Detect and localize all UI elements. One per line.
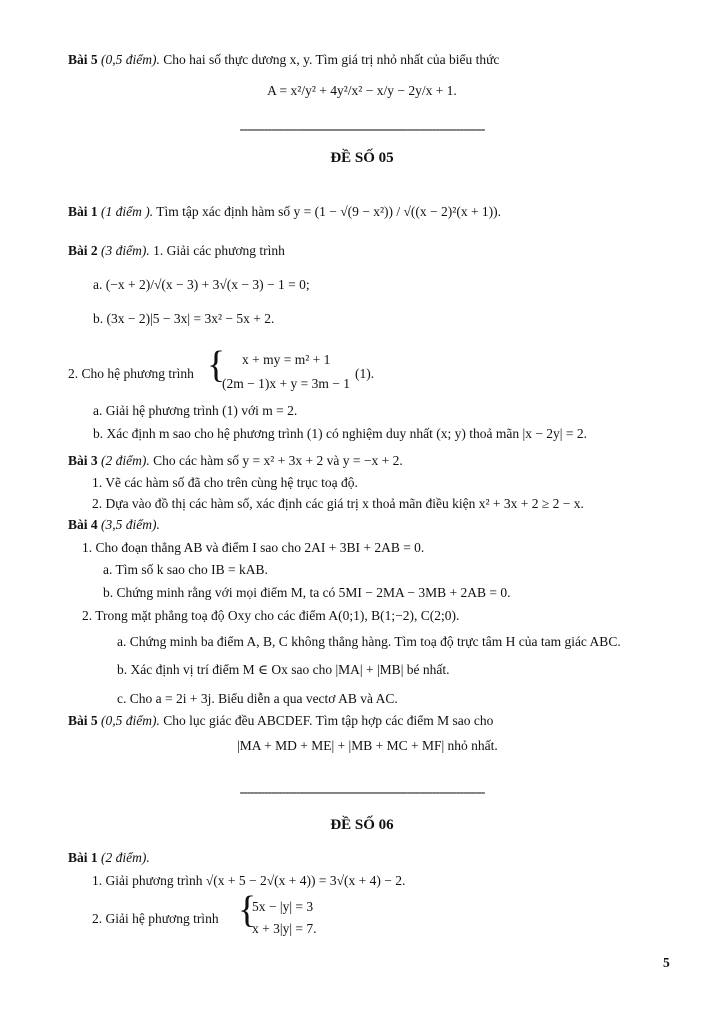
b61-system-brace: { [238,889,257,931]
exam-title-05: ĐỀ SỐ 05 [330,150,394,166]
b4-item-1a: a. Tìm số k sao cho IB = kAB. [103,562,268,577]
b2-head: Bài 2 [68,243,98,258]
b1-head: Bài 1 [68,204,98,219]
b1-line [68,205,501,219]
b5a-score: (0,5 điểm). [101,52,160,67]
b5b-head: Bài 5 [68,713,98,728]
exam-title-06: ĐỀ SỐ 06 [330,817,394,833]
b2-system-brace: { [207,344,226,386]
b5a-line [68,53,499,67]
b4-item-2c: c. Cho a = 2i + 3j. Biểu diễn a qua vectơ AB và AC. [117,691,398,706]
separator-1: ---------------------------------------------------------------------- [239,121,485,136]
b3-text: Cho các hàm số y = x² + 3x + 2 và y = −x + 2. [153,453,403,468]
b2-score: (3 điểm). [101,243,150,258]
page-number: 5 [663,955,670,970]
b4-item-2a: a. Chứng minh ba điểm A, B, C không thẳng hàng. Tìm toạ độ trực tâm H của tam giác ABC. [117,634,621,649]
b2-sub-a: a. Giải hệ phương trình (1) với m = 2. [93,403,298,418]
b5b-formula: |MA + MD + ME| + |MB + MC + MF| nhỏ nhất. [237,738,498,753]
b4-item-2: 2. Trong mặt phẳng toạ độ Oxy cho các điểm A(0;1), B(1;−2), C(2;0). [82,608,460,623]
b4-item-1b: b. Chứng minh rằng với mọi điểm M, ta có 5MI − 2MA − 3MB + 2AB = 0. [103,585,511,600]
b2-item-a: a. (−x + 2)/√(x − 3) + 3√(x − 3) − 1 = 0; [93,277,310,292]
b3-head: Bài 3 [68,453,98,468]
b3-item-2: 2. Dựa vào đồ thị các hàm số, xác định các giá trị x thoả mãn điều kiện x² + 3x + 2 ≥ 2 − x. [92,496,584,511]
b61-item-2: 2. Giải hệ phương trình [92,911,219,926]
b61-line [68,851,150,865]
separator-2: ---------------------------------------------------------------------- [239,784,485,799]
b3-line [68,454,403,468]
b2-system-label: 2. Cho hệ phương trình [68,366,194,381]
b5b-line [68,714,493,728]
b61-eq1: 5x − |y| = 3 [252,899,314,914]
b61-score: (2 điểm). [101,850,150,865]
b2-eq2: (2m − 1)x + y = 3m − 1 [222,376,350,391]
b4-score: (3,5 điểm). [101,517,160,532]
b3-score: (2 điểm). [101,453,150,468]
b3-item-1: 1. Vẽ các hàm số đã cho trên cùng hệ trục toạ độ. [92,475,358,490]
b2-text: 1. Giải các phương trình [153,243,285,258]
b5a-formula: A = x²/y² + 4y²/x² − x/y − 2y/x + 1. [267,83,457,98]
b2-eq1: x + my = m² + 1 [242,352,331,367]
b4-item-2b: b. Xác định vị trí điểm M ∈ Ox sao cho |MA| + |MB| bé nhất. [117,662,450,677]
b61-eq2: x + 3|y| = 7. [252,921,317,936]
b2-system-tag: (1). [355,366,375,381]
b1-score: (1 điểm ). [101,204,154,219]
b4-line [68,518,160,532]
b61-item-1: 1. Giải phương trình √(x + 5 − 2√(x + 4)) = 3√(x + 4) − 2. [92,873,406,888]
b2-sub-b: b. Xác định m sao cho hệ phương trình (1) có nghiệm duy nhất (x; y) thoả mãn |x − 2y| = 2. [93,426,587,441]
b5a-text: Cho hai số thực dương x, y. Tìm giá trị nhỏ nhất của biểu thức [163,52,500,67]
b5a-head: Bài 5 [68,52,98,67]
b61-head: Bài 1 [68,850,98,865]
b4-head: Bài 4 [68,517,98,532]
b1-text: Tìm tập xác định hàm số y = (1 − √(9 − x²)) / √((x − 2)²(x + 1)). [156,204,502,219]
b5b-score: (0,5 điểm). [101,713,160,728]
b2-line [68,244,285,258]
b5b-text: Cho lục giác đều ABCDEF. Tìm tập hợp các điểm M sao cho [163,713,494,728]
b4-item-1: 1. Cho đoạn thẳng AB và điểm I sao cho 2AI + 3BI + 2AB = 0. [82,540,425,555]
b2-item-b: b. (3x − 2)|5 − 3x| = 3x² − 5x + 2. [93,311,275,326]
